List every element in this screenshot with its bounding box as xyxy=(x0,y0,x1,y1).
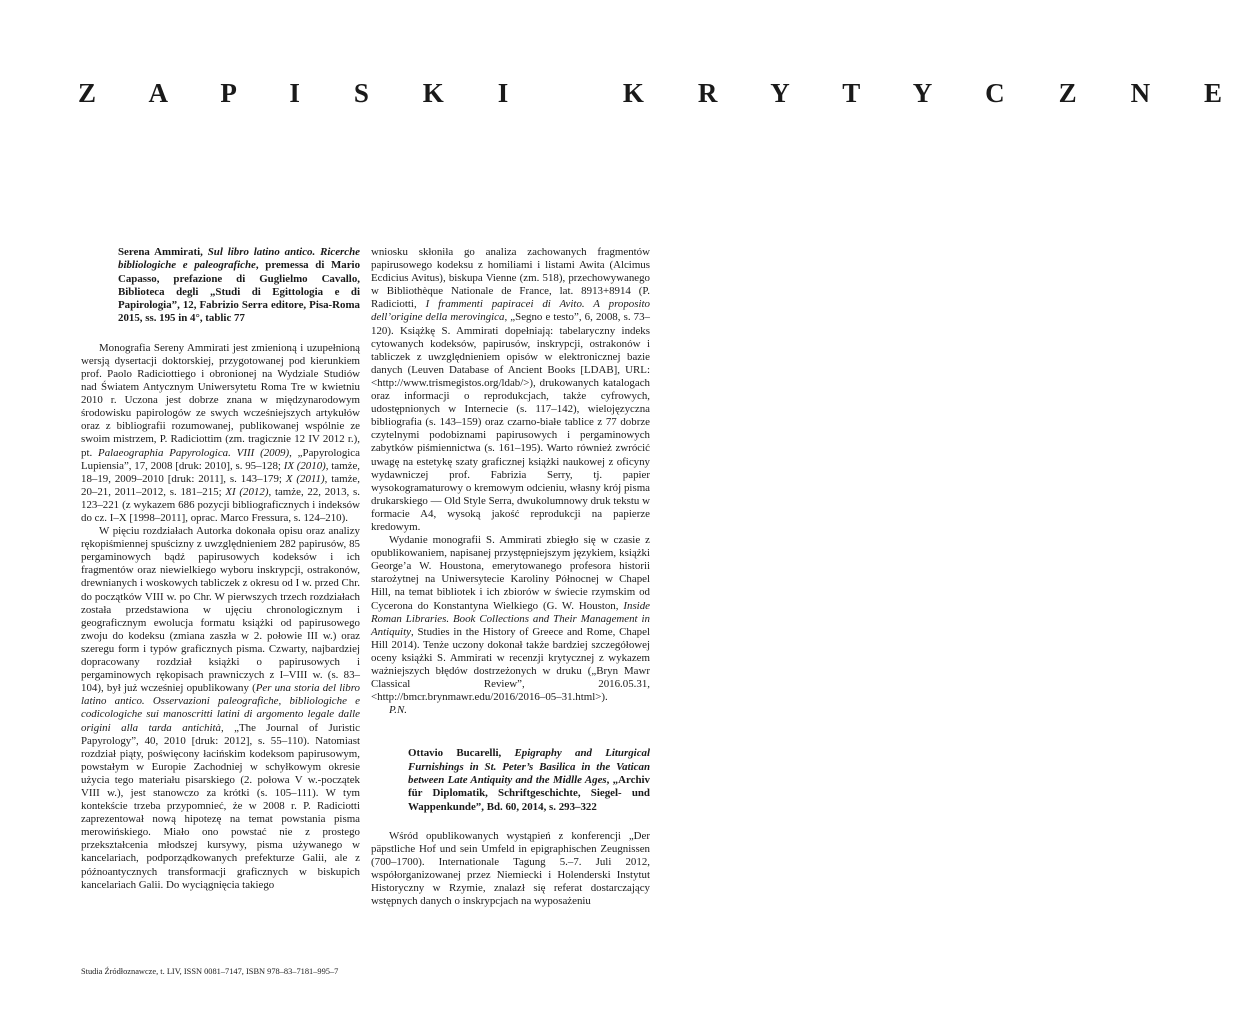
review2-article-title: Epigraphy and Liturgical Furnishings in St. Peter’s Basilica in the Vatican between Late Antiquity and the Midlle Ages xyxy=(408,747,650,786)
review1-paragraph-3: wniosku skłoniła go analiza zachowanych fragmentów papirusowego kodeksu z homiliami i listami Awita (Alcimus Ecdicius Avitus), biskupa Vienne (zm. 518), przechowywanego w Bibliothèque Nationale de France, lat. 8913+8914 (P. Radiciotti, I frammenti papiracei di Avito. A proposito dell’origine della merovingica, „Segno e testo”, 6, 2008, s. 73–120). Książkę S. Ammirati dopełniają: tabelaryczny indeks cytowanych kodeksów, papirusów, inskrypcji, ostrakonów i tabliczek z uwzględnieniem opisów w elektronicznej bazie danych (Leuven Database of Ancient Books [LDAB], URL: <http://www.trismegistos.org/ldab/>), drukowanych katalogach oraz informacji o reprodukcjach, także cyfrowych, udostępnionych w Internecie (s. 117–142), wielojęzyczna bibliografia (s. 143–159) oraz czarno-białe tablice z 77 dobrze czytelnymi podobiznami papirusowych i pergaminowych zabytków piśmiennictwa (s. 161–195). Warto również zwrócić uwagę na estetykę szaty graficznej książki naukowej z oficyny wydawniczej prof. Fabrizia Serry, tj. papier wysokogramaturowy o kremowym odcieniu, własny krój pisma drukarskiego — Old Style Serra, dwukolumnowy druk tekstu w formacie A4, wysoką jakość reprodukcji na papierze kredowym. xyxy=(371,246,650,533)
review1-paragraph-4: Wydanie monografii S. Ammirati zbiegło się w czasie z opublikowaniem, napisanej przystępniejszym językiem, książki George’a W. Houstona, emerytowanego profesora historii starożytnej na Uniwersytecie Karoliny Północnej w Chapel Hill, na temat bibliotek i ich zbiorów w świecie rzymskim od Cycerona do Konstantyna Wielkiego (G. W. Houston, Inside Roman Libraries. Book Collections and Their Management in Antiquity, Studies in the History of Greece and Rome, Chapel Hill 2014). Tenże uczony dokonał także bardziej szczegółowej oceny książki S. Ammirati w recenzji krytycznej z wykazem ważniejszych błędów dostrzeżonych w druku („Bryn Mawr Classical Review”, 2016.05.31, <http://bmcr.brynmawr.edu/2016/2016–05–31.html>). xyxy=(371,534,650,704)
section-title: Z A P I S K I K R Y T Y C Z N E xyxy=(78,78,1246,108)
left-column xyxy=(81,246,360,892)
review2-paragraph-1: Wśród opublikowanych wystąpień z konferencji „Der päpstliche Hof und sein Umfeld in epigraphischen Zeugnissen (700–1700). Internationale Tagung 5.–7. Juli 2012, współorganizowanej przez Niemiecki i Holenderski Instytut Historyczny w Rzymie, znalazł się referat dostarczający wstępnych danych o inskrypcjach na wyposażeniu xyxy=(371,829,650,908)
review1-book-title: Sul libro latino antico. Ricerche bibliologiche e paleografiche xyxy=(118,246,360,272)
page-footer: Studia Źródłoznawcze, t. LIV, ISSN 0081–7147, ISBN 978–83–7181–995–7 xyxy=(81,967,339,976)
review1-paragraph-1: Monografia Sereny Ammirati jest zmienioną i uzupełnioną wersją dysertacji doktorskiej, przygotowanej pod kierunkiem prof. Paolo Radiciottiego i obronionej na Wydziale Studiów nad Światem Antycznym Uniwersytetu Roma Tre w kwietniu 2010 r. Uczona jest dobrze znana w międzynarodowym środowisku papirologów ze swych wcześniejszych artykułów oraz z bibliografii rozumowanej, publikowanej wspólnie ze swoim mistrzem, P. Radiciottim (zm. tragicznie 12 IV 2012 r.), pt. Palaeographia Papyrologica. VIII (2009), „Papyrologica Lupiensia”, 17, 2008 [druk: 2010], s. 95–128; IX (2010), tamże, 18–19, 2009–2010 [druk: 2011], s. 143–179; X (2011), tamże, 20–21, 2011–2012, s. 181–215; XI (2012), tamże, 22, 2013, s. 123–221 (z wykazem 686 pozycji bibliograficznych i indeksów do cz. I–X [1998–2011], oprac. Marco Fressura, s. 124–210). xyxy=(81,341,360,524)
review2-author: Ottavio Bucarelli, xyxy=(408,747,515,760)
review1-signature: P.N. xyxy=(389,704,407,717)
review1-paragraph-2: W pięciu rozdziałach Autorka dokonała opisu oraz analizy rękopiśmiennej spuścizny z uwzględnieniem 282 papirusów, 85 pergaminowych bądź papirusowych kodeksów i ich fragmentów oraz niewielkiego wyboru inskrypcji, ostrakonów, drewnianych i woskowych tabliczek z okresu od I w. przed Chr. do początków VIII w. po Chr. W pierwszych trzech rozdziałach została przedstawiona w ujęciu chronologicznym i geograficznym ewolucja formatu książki od papirusowego zwoju do kodeksu (zmiana zaszła w 2. połowie III w.) oraz szeregu form i typów graficznych pisma. Czwarty, najbardziej dopracowany rozdział książki o papirusowych i pergaminowych rękopisach prawniczych z I–VIII w. (s. 83–104), był już wcześniej opublikowany (Per una storia del libro latino antico. Osservazioni paleografiche, bibliologiche e codicologiche sui manoscritti latini di argomento legale dalle origini alla tarda antichità, „The Journal of Juristic Papyrology”, 40, 2010 [druk: 2012], s. 55–110). Natomiast rozdział piąty, poświęcony łacińskim kodeksom papirusowym, powstałym w Europie Zachodniej w schyłkowym okresie użycia tego materiału pisarskiego (2. połowa V w.-początek VIII w.), jest stanowczo za krótki (s. 105–111). W tym kontekście trzeba przypomnieć, że w 2008 r. P. Radiciotti zaprezentował nową hipotezę na temat powstania pisma merowińskiego. Miało ono powstać nie z prostego przekształcenia młodszej kursywy, pisma używanego w kancelariach, podporządkowanych prefekturze Galii, ale z późnoantycznych transformacji graficznych w biskupich kancelariach Galii. Do wyciągnięcia takiego xyxy=(81,525,360,891)
review1-details: , premessa di Mario Capasso, prefazione di Guglielmo Cavallo, Biblioteca degli „Studi di Egittologia e di Papirologia”, 12, Fabrizio Serra editore, Pisa-Roma 2015, ss. 195 in 4°, tablic 77 xyxy=(118,259,361,325)
review1-author: Serena Ammirati, xyxy=(118,246,208,258)
review2-heading xyxy=(408,747,650,813)
review1-heading xyxy=(118,246,360,326)
review2-details: , „Archiv für Diplomatik, Schriftgeschichte, Siegel- und Wappenkunde”, Bd. 60, 2014, s. 293–322 xyxy=(408,773,650,813)
right-column xyxy=(371,246,650,908)
